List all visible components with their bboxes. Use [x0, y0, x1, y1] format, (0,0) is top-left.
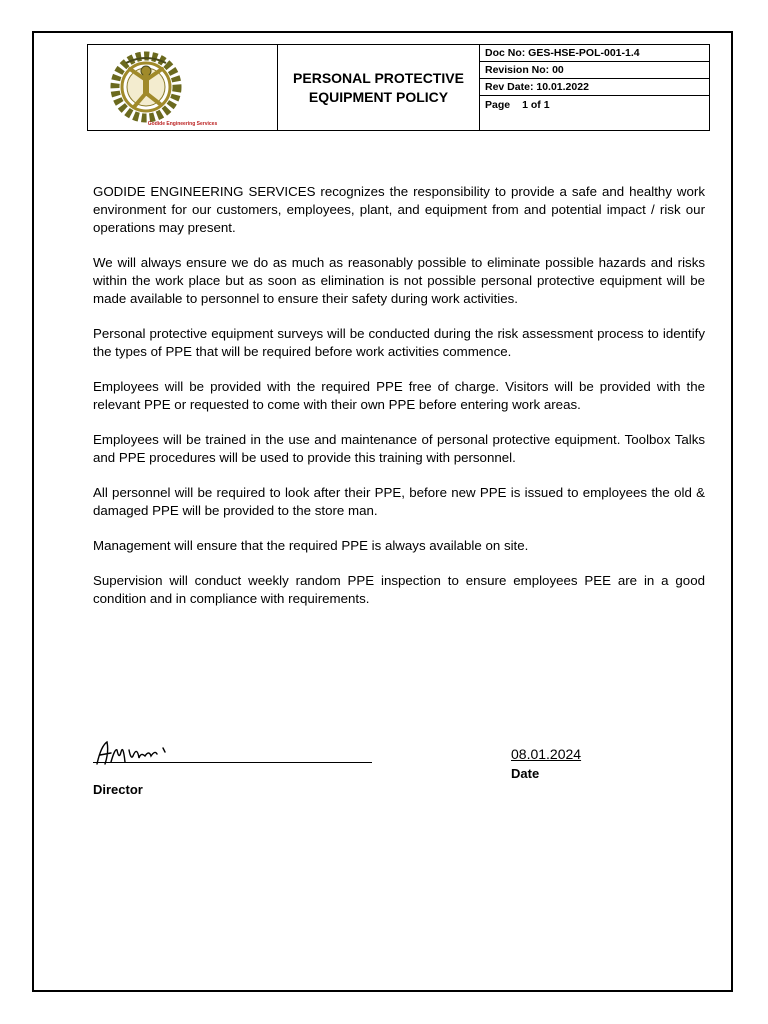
policy-body — [93, 183, 705, 625]
document-header — [87, 44, 710, 131]
revision-number: Revision No: 00 — [480, 62, 709, 79]
policy-paragraph: Personal protective equipment surveys will be conducted during the risk assessment process to identify the types of PPE that will be required before work activities commence. — [93, 326, 705, 359]
page-value: 1 of 1 — [522, 99, 550, 111]
signature-date: 08.01.2024 — [511, 746, 582, 762]
date-label: Date — [511, 766, 540, 781]
policy-paragraph: Supervision will conduct weekly random PPE inspection to ensure employees PEE are in a good condition and in compliance with requirements. — [93, 573, 705, 606]
doc-number: Doc No: GES-HSE-POL-001-1.4 — [480, 45, 709, 62]
signatory-title: Director — [93, 782, 143, 797]
policy-paragraph: Employees will be trained in the use and maintenance of personal protective equipment. Toolbox Talks and PPE procedures will be used to provide this training with personnel. — [93, 432, 705, 465]
company-logo-icon — [96, 49, 196, 123]
document-title: PERSONAL PROTECTIVE EQUIPMENT POLICY — [278, 45, 480, 130]
logo-caption: Godide Engineering Services — [147, 121, 218, 127]
document-meta — [480, 45, 709, 130]
page-number — [480, 96, 709, 114]
revision-date: Rev Date: 10.01.2022 — [480, 79, 709, 96]
page-label: Page — [485, 99, 511, 111]
signature-icon — [93, 738, 183, 768]
policy-paragraph: GODIDE ENGINEERING SERVICES recognizes the responsibility to provide a safe and healthy work environment for our customers, employees, plant, and equipment from and potential impact / risk our operations may present. — [93, 184, 705, 235]
policy-paragraph: All personnel will be required to look after their PPE, before new PPE is issued to employees the old & damaged PPE will be provided to the store man. — [93, 485, 705, 518]
policy-paragraph: Management will ensure that the required PPE is always available on site. — [93, 538, 529, 553]
signature-line — [93, 762, 372, 763]
logo-cell — [88, 45, 278, 130]
policy-paragraph: We will always ensure we do as much as reasonably possible to eliminate possible hazards and risks within the work place but as soon as elimination is not possible personal protective equipment will be made available to personnel to ensure their safety during work activities. — [93, 255, 705, 306]
policy-paragraph: Employees will be provided with the required PPE free of charge. Visitors will be provided with the relevant PPE or requested to come with their own PPE before entering work areas. — [93, 379, 705, 412]
